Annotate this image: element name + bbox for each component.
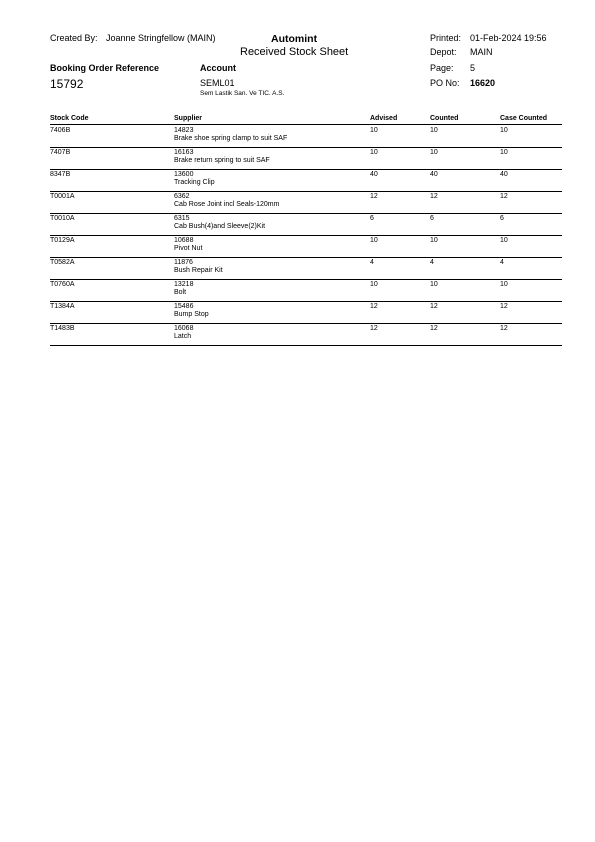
advised-cell: 12 (370, 303, 378, 310)
supplier-code-cell: 10688 (174, 237, 194, 244)
advised-cell: 12 (370, 193, 378, 200)
table-row (50, 257, 562, 280)
advised-cell: 10 (370, 127, 378, 134)
description-cell: Bush Repair Kit (174, 267, 223, 274)
case-counted-cell: 12 (500, 303, 508, 310)
supplier-code-cell: 16068 (174, 325, 194, 332)
table-row (50, 301, 562, 324)
sheet-title: Received Stock Sheet (240, 46, 349, 58)
supplier-code-cell: 13218 (174, 281, 194, 288)
table-row (50, 213, 562, 236)
stock-code-cell: 8347B (50, 171, 71, 178)
account-label: Account (200, 63, 236, 73)
counted-cell: 12 (430, 303, 438, 310)
depot-label: Depot: (430, 47, 457, 57)
table-row (50, 279, 562, 302)
counted-cell: 4 (430, 259, 434, 266)
supplier-code-cell: 11876 (174, 259, 193, 266)
counted-cell: 10 (430, 281, 438, 288)
stock-code-cell: T1483B (50, 325, 75, 332)
supplier-code-cell: 6362 (174, 193, 190, 200)
counted-cell: 10 (430, 237, 438, 244)
table-row (50, 169, 562, 192)
po-value: 16620 (470, 78, 496, 88)
table-row (50, 125, 562, 148)
advised-cell: 4 (370, 259, 374, 266)
description-cell: Bump Stop (174, 311, 209, 318)
description-cell: Brake return spring to suit SAF (174, 157, 270, 164)
booking-ref-label: Booking Order Reference (50, 63, 160, 73)
column-header-supplier: Supplier (174, 115, 203, 122)
advised-cell: 10 (370, 281, 378, 288)
advised-cell: 12 (370, 325, 378, 332)
case-counted-cell: 4 (500, 259, 504, 266)
table-row (50, 191, 562, 214)
case-counted-cell: 10 (500, 127, 508, 134)
case-counted-cell: 10 (500, 149, 508, 156)
counted-cell: 10 (430, 127, 438, 134)
counted-cell: 40 (430, 171, 438, 178)
description-cell: Brake shoe spring clamp to suit SAF (174, 135, 288, 142)
supplier-code-cell: 14823 (174, 127, 194, 134)
description-cell: Cab Bush(4)and Sleeve(2)Kit (174, 223, 266, 230)
description-cell: Cab Rose Joint incl Seals-120mm (174, 201, 280, 208)
case-counted-cell: 12 (500, 193, 508, 200)
description-cell: Pivot Nut (174, 245, 203, 252)
counted-cell: 6 (430, 215, 434, 222)
stock-code-cell: T1384A (50, 303, 75, 310)
counted-cell: 12 (430, 193, 438, 200)
stock-code-cell: T0760A (50, 281, 75, 288)
case-counted-cell: 10 (500, 281, 508, 288)
page-label: Page: (430, 63, 454, 73)
account-name: Sem Lastik San. Ve TIC. A.S. (200, 90, 285, 97)
advised-cell: 10 (370, 149, 378, 156)
column-header-case-counted: Case Counted (500, 115, 548, 122)
column-header-counted: Counted (430, 115, 459, 122)
case-counted-cell: 10 (500, 237, 508, 244)
case-counted-cell: 12 (500, 325, 508, 332)
advised-cell: 10 (370, 237, 378, 244)
created-by-label: Created By: (50, 33, 98, 43)
description-cell: Tracking Clip (174, 179, 215, 186)
description-cell: Latch (174, 333, 192, 340)
depot-value: MAIN (470, 47, 493, 57)
supplier-code-cell: 15486 (174, 303, 194, 310)
table-row (50, 147, 562, 170)
counted-cell: 12 (430, 325, 438, 332)
po-label: PO No: (430, 78, 460, 88)
page-value: 5 (470, 63, 476, 73)
stock-code-cell: 7407B (50, 149, 71, 156)
case-counted-cell: 40 (500, 171, 508, 178)
column-header-stock-code: Stock Code (50, 115, 89, 122)
counted-cell: 10 (430, 149, 438, 156)
advised-cell: 40 (370, 171, 378, 178)
description-cell: Bolt (174, 289, 187, 296)
printed-label: Printed: (430, 33, 462, 43)
stock-code-cell: T0129A (50, 237, 75, 244)
supplier-code-cell: 16163 (174, 149, 194, 156)
stock-code-cell: T0582A (50, 259, 75, 266)
case-counted-cell: 6 (500, 215, 504, 222)
table-row (50, 323, 562, 346)
company-name: Automint (271, 33, 318, 45)
supplier-code-cell: 6315 (174, 215, 190, 222)
column-header-advised: Advised (370, 115, 398, 122)
advised-cell: 6 (370, 215, 374, 222)
stock-code-cell: T0001A (50, 193, 75, 200)
stock-code-cell: T0010A (50, 215, 75, 222)
supplier-code-cell: 13600 (174, 171, 194, 178)
booking-ref-value: 15792 (50, 77, 84, 91)
account-code: SEML01 (200, 78, 235, 88)
printed-value: 01-Feb-2024 19:56 (470, 33, 547, 43)
table-row (50, 235, 562, 258)
stock-code-cell: 7406B (50, 127, 71, 134)
created-by-value: Joanne Stringfellow (MAIN) (106, 33, 216, 43)
